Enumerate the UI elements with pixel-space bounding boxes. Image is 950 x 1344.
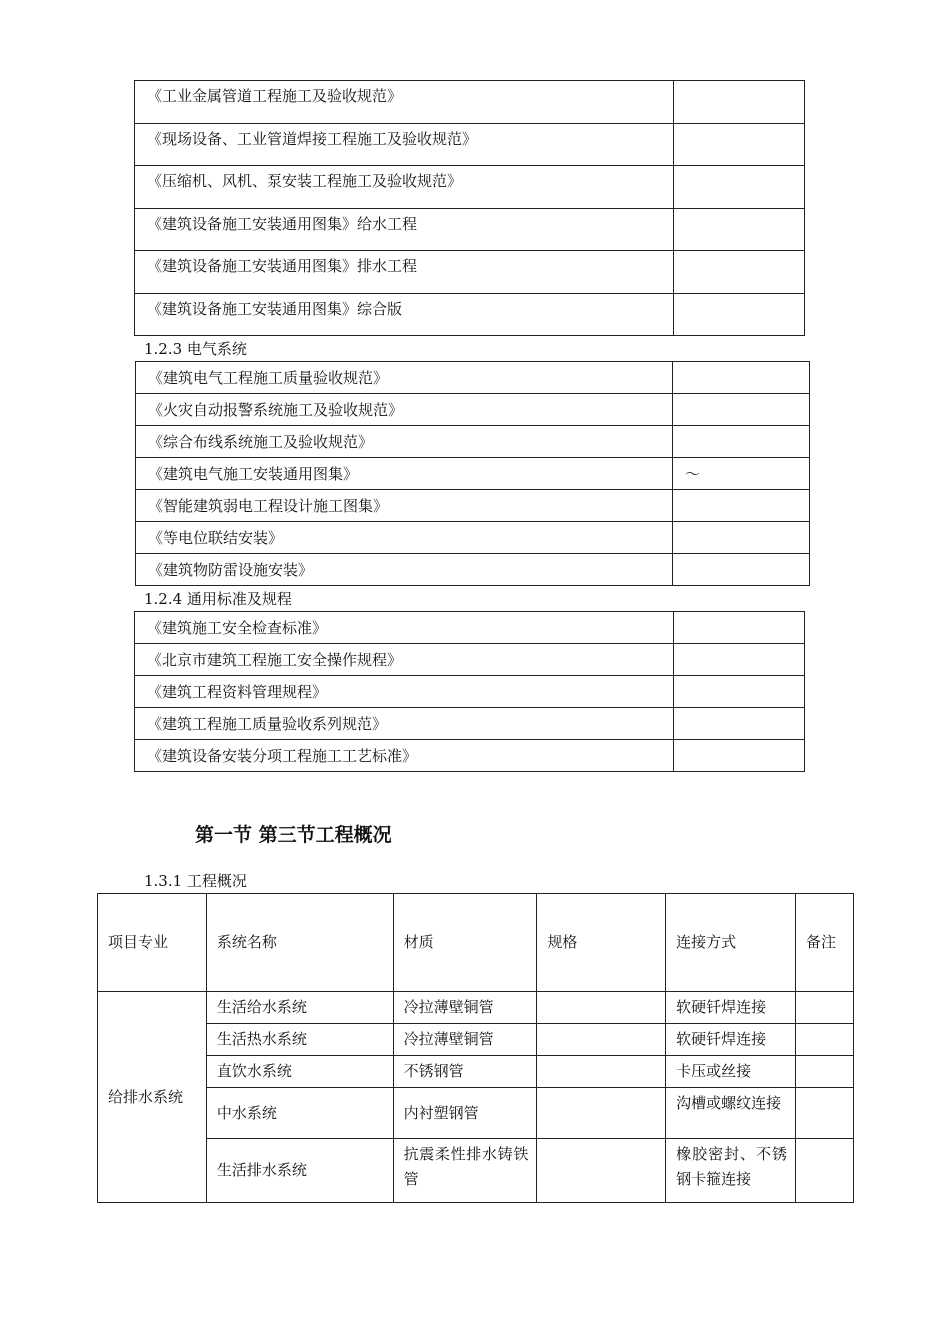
standard-note — [673, 426, 810, 458]
general-standards-table — [134, 611, 805, 772]
electric-standards-table — [135, 361, 810, 586]
table-row — [136, 490, 810, 522]
table-row — [135, 294, 805, 336]
remark-cell — [796, 1088, 854, 1139]
connection-cell: 沟槽或螺纹连接 — [666, 1088, 796, 1139]
standard-note — [673, 490, 810, 522]
system-cell: 生活热水系统 — [206, 1024, 393, 1056]
chapter-heading: 第一节 第三节工程概况 — [195, 824, 392, 846]
table-row — [135, 612, 805, 644]
standard-note — [674, 166, 805, 209]
system-cell: 生活排水系统 — [206, 1139, 393, 1203]
connection-cell: 软硬钎焊连接 — [666, 1024, 796, 1056]
section-heading-general: 1.2.4 通用标准及规程 — [144, 590, 292, 608]
table-row — [98, 992, 854, 1024]
standard-note — [674, 209, 805, 251]
spec-cell — [537, 992, 666, 1024]
standard-name: 《压缩机、风机、泵安装工程施工及验收规范》 — [135, 166, 674, 209]
connection-cell: 卡压或丝接 — [666, 1056, 796, 1088]
standard-name: 《建筑设备施工安装通用图集》综合版 — [135, 294, 674, 336]
standard-note — [673, 362, 810, 394]
table-row — [98, 1088, 854, 1139]
standard-note: ～ — [673, 458, 810, 490]
standard-name: 《工业金属管道工程施工及验收规范》 — [135, 81, 674, 124]
remark-cell — [796, 992, 854, 1024]
table-row — [135, 740, 805, 772]
standard-note — [673, 522, 810, 554]
standard-note — [674, 81, 805, 124]
spec-cell — [537, 1088, 666, 1139]
standard-note — [674, 612, 805, 644]
header-cell: 规格 — [537, 894, 666, 992]
header-cell: 连接方式 — [666, 894, 796, 992]
table-row — [135, 676, 805, 708]
table-row — [136, 458, 810, 490]
standard-name: 《建筑工程施工质量验收系列规范》 — [135, 708, 674, 740]
header-cell: 材质 — [393, 894, 537, 992]
standard-note — [674, 124, 805, 166]
standard-name: 《建筑物防雷设施安装》 — [136, 554, 673, 586]
project-overview-table — [97, 893, 854, 1203]
standard-note — [673, 394, 810, 426]
table-row — [136, 426, 810, 458]
table-row — [135, 251, 805, 294]
header-cell: 项目专业 — [98, 894, 207, 992]
connection-cell: 橡胶密封、不锈钢卡箍连接 — [666, 1139, 796, 1203]
table-row — [135, 124, 805, 166]
standard-name: 《建筑电气工程施工质量验收规范》 — [136, 362, 673, 394]
remark-cell — [796, 1056, 854, 1088]
standard-name: 《建筑设备施工安装通用图集》排水工程 — [135, 251, 674, 294]
table-row — [135, 81, 805, 124]
material-cell: 抗震柔性排水铸铁管 — [393, 1139, 537, 1203]
section-heading-overview: 1.3.1 工程概况 — [144, 872, 247, 890]
table-row — [135, 166, 805, 209]
table-row — [98, 1139, 854, 1203]
material-cell: 不锈钢管 — [393, 1056, 537, 1088]
table-row — [135, 644, 805, 676]
material-cell: 冷拉薄壁铜管 — [393, 1024, 537, 1056]
standard-name: 《等电位联结安装》 — [136, 522, 673, 554]
standard-name: 《综合布线系统施工及验收规范》 — [136, 426, 673, 458]
spec-cell — [537, 1056, 666, 1088]
spec-cell — [537, 1024, 666, 1056]
system-cell: 生活给水系统 — [206, 992, 393, 1024]
standard-name: 《建筑设备施工安装通用图集》给水工程 — [135, 209, 674, 251]
table-row — [136, 522, 810, 554]
standard-note — [674, 708, 805, 740]
standard-name: 《建筑施工安全检查标准》 — [135, 612, 674, 644]
standard-name: 《现场设备、工业管道焊接工程施工及验收规范》 — [135, 124, 674, 166]
header-cell: 系统名称 — [206, 894, 393, 992]
table-row — [136, 394, 810, 426]
standard-note — [674, 644, 805, 676]
standard-note — [674, 676, 805, 708]
table-header-row — [98, 894, 854, 992]
standard-note — [673, 554, 810, 586]
remark-cell — [796, 1139, 854, 1203]
standard-note — [674, 251, 805, 294]
table-row — [98, 1024, 854, 1056]
table-row — [98, 1056, 854, 1088]
table-row — [136, 362, 810, 394]
spec-cell — [537, 1139, 666, 1203]
system-cell: 中水系统 — [206, 1088, 393, 1139]
material-cell: 冷拉薄壁铜管 — [393, 992, 537, 1024]
standard-note — [674, 740, 805, 772]
piping-standards-table — [134, 80, 805, 336]
standard-name: 《建筑设备安装分项工程施工工艺标准》 — [135, 740, 674, 772]
group-cell: 给排水系统 — [98, 992, 207, 1203]
system-cell: 直饮水系统 — [206, 1056, 393, 1088]
table-row — [135, 708, 805, 740]
standard-note — [674, 294, 805, 336]
standard-name: 《北京市建筑工程施工安全操作规程》 — [135, 644, 674, 676]
material-cell: 内衬塑钢管 — [393, 1088, 537, 1139]
section-heading-electric: 1.2.3 电气系统 — [144, 340, 247, 358]
table-row — [136, 554, 810, 586]
standard-name: 《建筑工程资料管理规程》 — [135, 676, 674, 708]
standard-name: 《火灾自动报警系统施工及验收规范》 — [136, 394, 673, 426]
connection-cell: 软硬钎焊连接 — [666, 992, 796, 1024]
standard-name: 《建筑电气施工安装通用图集》 — [136, 458, 673, 490]
table-row — [135, 209, 805, 251]
standard-name: 《智能建筑弱电工程设计施工图集》 — [136, 490, 673, 522]
header-cell: 备注 — [796, 894, 854, 992]
remark-cell — [796, 1024, 854, 1056]
